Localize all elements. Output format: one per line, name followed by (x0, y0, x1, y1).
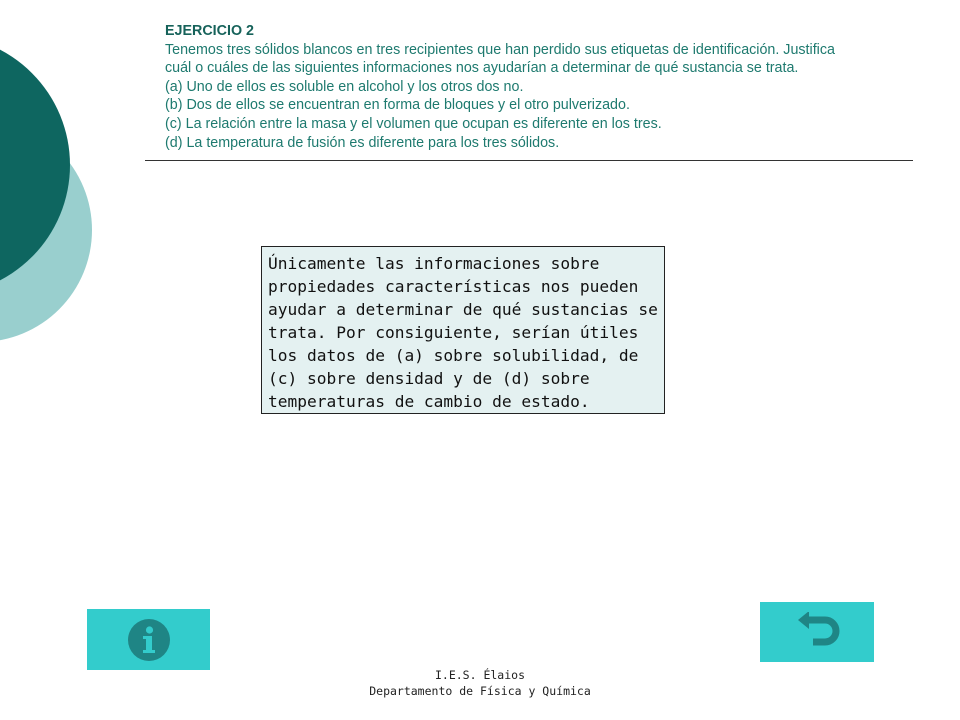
option-c: (c) La relación entre la masa y el volumen que ocupan es diferente en los tres. (165, 115, 662, 132)
return-arrow-icon (793, 612, 841, 652)
divider-line (145, 160, 913, 161)
statement-line-2: cuál o cuáles de las siguientes informaciones nos ayudarían a determinar de qué sustancia se trata. (165, 60, 799, 77)
option-d: (d) La temperatura de fusión es diferente para los tres sólidos. (165, 134, 560, 151)
option-b: (b) Dos de ellos se encuentran en forma de bloques y el otro pulverizado. (165, 97, 630, 114)
school-name: I.E.S. Élaios (434, 668, 525, 682)
return-button[interactable] (760, 602, 874, 662)
option-a: (a) Uno de ellos es soluble en alcohol y los otros dos no. (165, 78, 524, 95)
exercise-title: EJERCICIO 2 (165, 23, 254, 39)
statement-line-1: Tenemos tres sólidos blancos en tres recipientes que han perdido sus etiquetas de identificación. Justifica (165, 41, 835, 58)
decorative-circles (0, 0, 100, 400)
department-name: Departamento de Física y Química (369, 684, 591, 698)
exercise-statement (165, 22, 925, 152)
answer-box: Únicamente las informaciones sobre propiedades características nos pueden ayudar a determinar de qué sustancias se trata. Por consiguiente, serían útiles los datos de (a) sobre solubilidad, de (c) sobre densidad y de (d) sobre temperaturas de cambio de estado. (261, 246, 665, 414)
info-button[interactable] (87, 609, 210, 670)
info-icon (127, 618, 171, 662)
footer (300, 667, 660, 699)
